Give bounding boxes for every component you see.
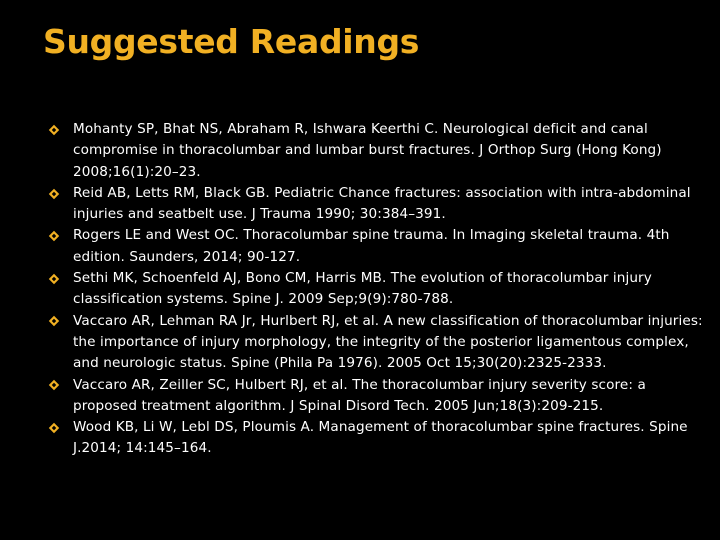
reference-item	[48, 183, 708, 226]
reference-text: Mohanty SP, Bhat NS, Abraham R, Ishwara Keerthi C. Neurological deficit and canal compromise in thoracolumbar and lumbar burst fractures. J Orthop Surg (Hong Kong) 2008;16(1):20–23.	[73, 121, 662, 180]
reference-item	[48, 225, 708, 268]
reference-item	[48, 268, 708, 311]
reference-text: Reid AB, Letts RM, Black GB. Pediatric Chance fractures: association with intra-abdominal injuries and seatbelt use. J Trauma 1990; 30:384–391.	[73, 184, 691, 223]
hollow-diamond-bullet-icon	[48, 315, 60, 327]
reference-list	[48, 119, 708, 460]
hollow-diamond-bullet-icon	[48, 379, 60, 391]
hollow-diamond-bullet-icon	[48, 124, 60, 136]
slide-title: Suggested Readings	[43, 22, 420, 61]
reference-item	[48, 375, 708, 418]
hollow-diamond-bullet-icon	[48, 422, 60, 434]
reference-item	[48, 417, 708, 460]
reference-text: Sethi MK, Schoenfeld AJ, Bono CM, Harris MB. The evolution of thoracolumbar injury classification systems. Spine J. 2009 Sep;9(9):780-788.	[73, 270, 652, 308]
hollow-diamond-bullet-icon	[48, 230, 60, 242]
reference-item	[48, 311, 708, 375]
reference-text: Vaccaro AR, Lehman RA Jr, Hurlbert RJ, et al. A new classification of thoracolumbar injuries: the importance of injury morphology, the integrity of the posterior ligamentous complex, and neurologic status. Spine (Phila Pa 1976). 2005 Oct 15;30(20):2325-2333.	[73, 312, 703, 372]
reference-text: Rogers LE and West OC. Thoracolumbar spine trauma. In Imaging skeletal trauma. 4th edition. Saunders, 2014; 90-127.	[73, 227, 670, 265]
reference-text: Vaccaro AR, Zeiller SC, Hulbert RJ, et al. The thoracolumbar injury severity score: a proposed treatment algorithm. J Spinal Disord Tech. 2005 Jun;18(3):209-215.	[73, 376, 646, 414]
reference-text: Wood KB, Li W, Lebl DS, Ploumis A. Management of thoracolumbar spine fractures. Spine J.2014; 14:145–164.	[73, 419, 688, 457]
hollow-diamond-bullet-icon	[48, 273, 60, 285]
hollow-diamond-bullet-icon	[48, 188, 60, 200]
reference-item	[48, 119, 708, 183]
